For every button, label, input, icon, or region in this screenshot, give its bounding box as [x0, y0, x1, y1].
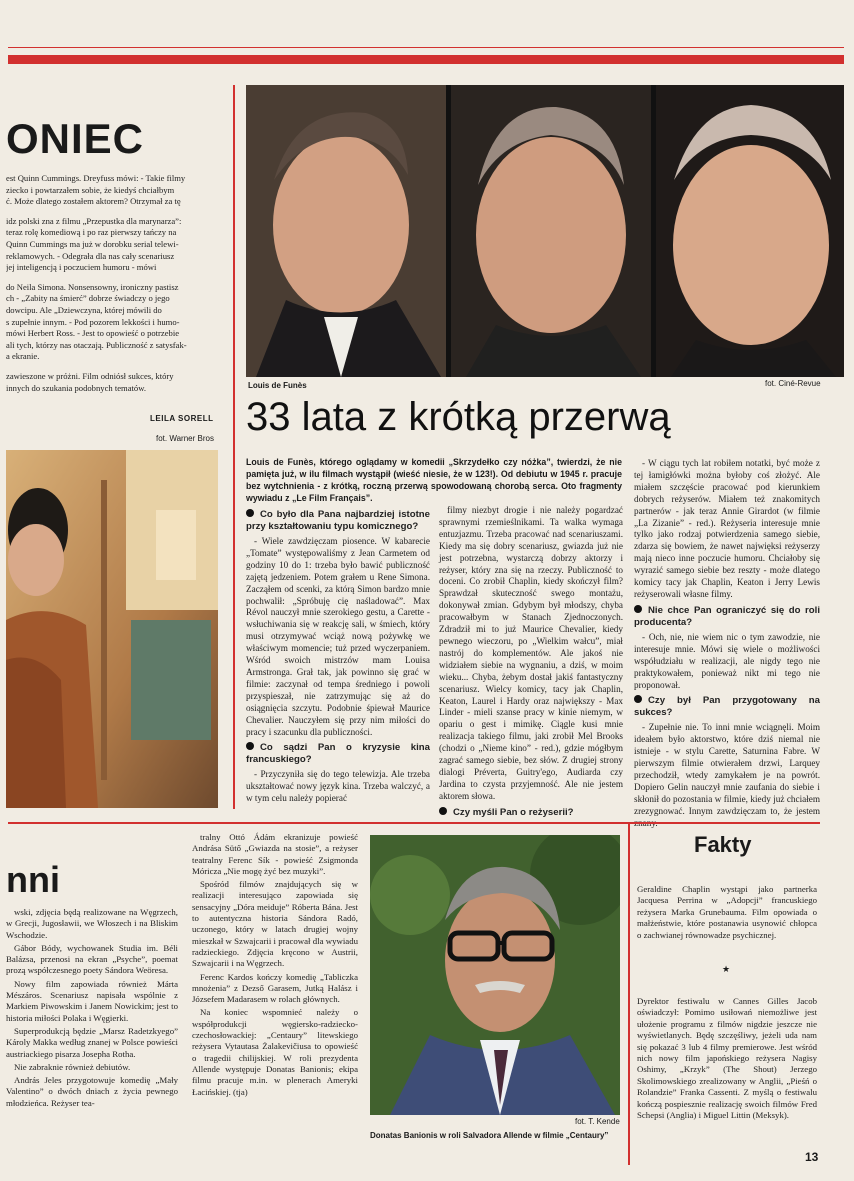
- bullet-icon: [439, 807, 447, 815]
- top-vertical-rule: [233, 85, 235, 809]
- bullet-icon: [634, 605, 642, 613]
- interview-question: [439, 807, 623, 819]
- bullet-icon: [246, 509, 254, 517]
- top-left-line: teraz rolę komediową i po raz pierwszy tańczy na: [6, 227, 177, 238]
- article-paragraph: tralny Ottó Ádám ekranizuje powieść Andrása Sütő „Gwiazda na stosie”, a reżyser teatralny Ferenc Sík - powieść Zsigmonda Móricza „Nie mogę żyć bez muzyki”.: [192, 832, 358, 876]
- top-left-line: mówi Herbert Ross. - Jest to opowieść o potrzebie: [6, 328, 180, 339]
- bottom-photo-credit: fot. T. Kende: [575, 1117, 620, 1126]
- question-text: Nie chce Pan ograniczyć się do roli producenta?: [634, 604, 820, 628]
- middle-rule: [8, 822, 820, 824]
- article-paragraph: Gábor Bódy, wychowanek Studia im. Béli Balázsa, przenosi na ekran „Psyche”, poemat prozą współczesnego poety Sándora Weöresa.: [6, 942, 178, 976]
- interview-answer: - Och, nie, nie wiem nic o tym zawodzie, nie interesuje mnie. Mówi się wiele o możliwości współudziału w realizacji, ale nigdy tego nie praktykowałem, ponieważ nikt mi tego nie proponował.: [634, 631, 820, 690]
- top-left-line: jej inteligencją i poczuciem humoru - mówi: [6, 262, 157, 273]
- top-left-line: ali tych, którzy nas otaczają. Publiczność z satysfak-: [6, 339, 187, 350]
- article-paragraph: Nie zabraknie również debiutów.: [14, 1061, 131, 1072]
- top-left-line: idz polski zna z filmu „Przepustka dla marynarza”:: [6, 215, 182, 226]
- article-paragraph: Ferenc Kardos kończy komedię „Tabliczka mnożenia” z Dezső Garasem, Jutką Halász i Józsefem Madarasem w rolach głównych.: [192, 971, 358, 1005]
- bullet-icon: [246, 742, 254, 750]
- fakty-para-1: Geraldine Chaplin wystąpi jako partnerka Jacquesa Perrina w „Adopcji” francuskiego reżysera Marka Grunebauma. Film opowiada o małżeństwie, które postanawia usynowić chłopca o zachwianej równowadze psychicznej.: [637, 884, 817, 940]
- warner-film-still: [6, 450, 218, 808]
- top-left-line: est Quinn Cummings. Dreyfuss mówi: - Takie filmy: [6, 173, 186, 183]
- fakty-title: Fakty: [694, 832, 752, 857]
- article-paragraph: Na koniec wspomnieć należy o współprodukcji węgiersko-radziecko-czechosłowackiej: „Centaury” litewskiego reżysera Vytautasa Żalakevičiusa to opowieść o tragedii chilijskiej. W roli prezydenta Allende występuje Donatas Banionis; ekipa filmu pracuje m.in. w plenerach Ameryki Łacińskiej. (tja): [192, 1007, 358, 1097]
- top-left-line: s zupełnie innym. - Pod pozorem lekkości i humo-: [6, 316, 180, 327]
- interview-answer: - Zupełnie nie. To inni mnie wciągnęli. Moim ideałem było aktorstwo, które dziś niemal nie istnieje - w stylu Carette, Saturnina Fabre. W pierwszym filmie otwierałem drzwi, Larquey przechodził, wtedy zamykałem je na powrót. Dopiero Gelin nauczył mnie zaufania do siebie i skłonił do pozostania w filmie, kiedy już chciałem zrezygnować. Innym zawdzięczam to, że jestem: [634, 722, 820, 816]
- top-left-author: LEILA SORELL: [150, 414, 214, 423]
- fakty-para-2: Dyrektor festiwalu w Cannes Gilles Jacob oświadczył: Pomimo usiłowań niemożliwe jest ułożenie programu z filmów nigdzie jeszcze nie wyświetlanych. Będę szczęśliwy, jeżeli uda nam się pokazać 3 lub 4 filmy premierowe. Jest wśród nich nowy film japońskiego reżysera Nagisy Oshimy, „Krzyk” (The Shout) Jerzego Skolimowskiego zrealizowany w Anglii, „Pieśń o Rolandzie” Franka Cassenti. Z myślą o festiwalu kończą pospiesznie realizację swoich filmów Fred Schepsi (Anglia) i Miguel Littin (Meksyk).: [637, 996, 817, 1121]
- bottom-column-2: [192, 832, 358, 1100]
- feature-title: 33 lata z krótką przerwą: [246, 395, 671, 439]
- question-text: Czy był Pan przygotowany na sukces?: [634, 695, 820, 719]
- louis-de-funes-photo: [246, 85, 844, 377]
- top-left-line: ziecko i powtarzałem sobie, że kiedyś chciałbym: [6, 184, 175, 195]
- bullet-icon: [634, 695, 642, 703]
- article-paragraph: wski, zdjęcia będą realizowane na Węgrzech, w Grecji, Jugosławii, we Włoszech i na Bliskim Wschodzie.: [6, 907, 178, 940]
- page-number: 13: [805, 1150, 819, 1164]
- feature-photo-caption: Louis de Funès: [248, 381, 307, 390]
- top-left-line: zawieszone w próżni. Film odniósł sukces, który: [6, 370, 174, 381]
- feature-column-1: [246, 505, 430, 807]
- feature-lead: Louis de Funès, którego oglądamy w komedii „Skrzydełko czy nóżka”, twierdzi, że nie pamięta już, w ilu filmach wystąpił (wieść niesie, że w 123!). Od debiutu w 1945 r. pracuje bez wytchnienia - z krótką, roczną przerwą spowodowaną chorobą serca. Oto fragmenty wywiadu z „Le Film Français”.: [246, 457, 622, 503]
- question-text: Co sądzi Pan o kryzysie kina francuskiego?: [246, 742, 430, 766]
- interview-question: [634, 605, 820, 629]
- bottom-left-heading: nni: [6, 859, 60, 900]
- star-icon: ★: [722, 964, 731, 974]
- feature-column-3: [634, 458, 820, 832]
- question-text: Czy myśli Pan o reżyserii?: [453, 806, 574, 818]
- fakty-vertical-rule: [628, 823, 630, 1165]
- interview-answer: - Przyczyniła się do tego telewizja. Ale trzeba ukształtować nowy język kina. Trzeba walczyć, a w tym celu należy popierać: [246, 769, 430, 804]
- banionis-photo: [370, 835, 620, 1115]
- top-left-heading: ONIEC: [6, 115, 145, 162]
- top-left-line: dowcipu. Ale „Dziewczyna, której mówili do: [6, 304, 162, 315]
- interview-answer: filmy niezbyt drogie i nie należy pogardzać sprawnymi rzemieślnikami. Ta walka wymaga entuzjazmu. Trzeba pracować nad scenariuszami. Kiedy ma się dobry scenariusz, gwiazda już nie jest potrzebna, wystarczą dobrzy aktorzy i reżyser, który zna się na rzeczy. Publiczność to doceni. Co zrobił Chaplin, kiedy skończył film? Sprawdzał skuteczność swego montażu, dokonywał zmian. Gdybym był młodszy, chyba pracowałbym w Stanach Zjednoczonych. Zdradził mi to już Maurice Chevalier, kiedy pewnego wieczoru, po „Wielkim wałcu”, miał nastrój do komplementów. Ale jakoś nie widziałem siebie na wygnaniu, a dziś, w moim wieku... Chyba, żebym dostał jakiś fantastyczny scenariusz. Wielcy komicy, tacy jak Chaplin, Keaton, Laurel i Hardy oraz największy - Max Linder - mieli szanse pracy w kinie niemym, w opariu o gest i mimikę. Ciągle kusi mnie realizacja takiego filmu, jaki zrobił Mel Brooks (chodzi o „Nieme kino” - red.), gdzie mógłbym zagrać samego siebie, bez słów. Z drugiej strony dialogi Préverta, Guitry'ego, Audiarda czy Jardina to czysta przyjemność. Ale nie jestem aktorem słowa.: [439, 505, 623, 801]
- article-paragraph: Nowy film zapowiada również Márta Mészáros. Scenariusz napisała wspólnie z Markiem Piwowskim i Janem Nowickim; jest to historia miłości Polaka i Węgierki.: [6, 978, 178, 1023]
- article-paragraph: Spośród filmów znajdujących się w realizacji interesująco zapowiada się sensacyjny „Dóra meiduje” Róberta Bána. Jest to autentyczna historia Sándora Radó, uczonego, który w latach drugiej wojny mieszkał w Szwajcarii i pracował dla wywiadu radzieckiego. Zdjęcia kręcono w Austrii, Szwajcarii i na Węgrzech.: [192, 879, 358, 969]
- interview-question: [246, 742, 430, 766]
- top-left-credit: fot. Warner Bros: [156, 434, 214, 443]
- bottom-column-1: [6, 907, 178, 1111]
- interview-answer: - W ciągu tych lat robiłem notatki, być może z tej łamigłówki można byłoby coś złożyć. Ale miałem szczęście pracować pod kierunkiem dobrych reżyserów. Miałem też znakomitych partnerów - jak teraz Annie Girardot (w filmie „La Zizanie” - red.). Reżyseria interesuje mnie tylko jako rodzaj potwierdzenia samego siebie, zdarza się bowiem, że nawet najwięksi reżyserzy mają nieco inne poczucie humoru. Chciałoby się wyrazić samego siebie bez reszty - może dlatego komicy tacy jak Chaplin, Keaton i Jerry Lewis reżyserowali własne filmy.: [634, 458, 820, 599]
- interview-answer: - Wiele zawdzięczam piosence. W kabarecie „Tomate” występowaliśmy z Jean Carmetem od godziny 10 do 1: trzeba było bawić publiczność zajętą jedzeniem. Potem grałem u Rene Simona. Zacząłem od scenki, za którą Simon bardzo mnie pochwalił: „Spróbuję cię naśladować”. Max Révol nauczył mnie szerokiego gestu, a Carette - wsłuchiwania się w reakcję sali, w śmiech, który musi otrzymywać wciąż nową pożywkę we właściwym momencie; tuż przed wyczerpaniem. Wśród swoich mistrzów mam Louisa Armstronga. Grał tak, jak powinno się grać w filmie: zaczynał od tempa średniego i powoli przyspieszał, nie zatrzymując się aż do osiągnięcia szczytu. Podobnie śpiewał Maurice Chevalier. Nauczyłem się przy nim miłości do pracy i szacunku dla publiczności.: [246, 536, 430, 737]
- feature-photo-credit: fot. Ciné-Revue: [765, 379, 821, 388]
- top-left-line: innych do szukania podobnych tematów.: [6, 382, 147, 393]
- article-paragraph: András Jeles przygotowuje komedię „Mały Valentino” o dwóch dniach z życia pewnego młodzieńca. Reżyser tea-: [6, 1075, 178, 1108]
- top-rule-thin: [8, 47, 844, 48]
- top-left-line: ć. Może dlatego zostałem aktorem? Otrzymał za tę: [6, 196, 181, 207]
- bottom-photo-caption: Donatas Banionis w roli Salvadora Allende w filmie „Centaury”: [370, 1131, 609, 1140]
- top-rule: [8, 55, 844, 64]
- top-left-line: a ekranie.: [6, 351, 40, 362]
- top-left-line: ch - „Zabity na śmierć” dobrze świadczy o jego: [6, 293, 170, 304]
- interview-question: [634, 695, 820, 719]
- article-paragraph: Superprodukcją będzie „Marsz Radetzkyego” Károly Makka według znanej w Polsce powieści austriackiego pisarza Josepha Rotha.: [6, 1025, 178, 1059]
- top-left-line: Quinn Cummings ma już w dorobku serial telewi-: [6, 238, 179, 249]
- feature-column-2: [439, 505, 623, 822]
- interview-question: [246, 509, 430, 533]
- top-left-line: do Neila Simona. Nonsensowny, ironiczny pastisz: [6, 281, 179, 292]
- question-text: Co było dla Pana najbardziej istotne przy kształtowaniu typu komicznego?: [246, 509, 430, 532]
- top-left-line: reklamowych. - Odegrała dla nas cały scenariusz: [6, 250, 175, 261]
- top-left-text: [6, 173, 218, 394]
